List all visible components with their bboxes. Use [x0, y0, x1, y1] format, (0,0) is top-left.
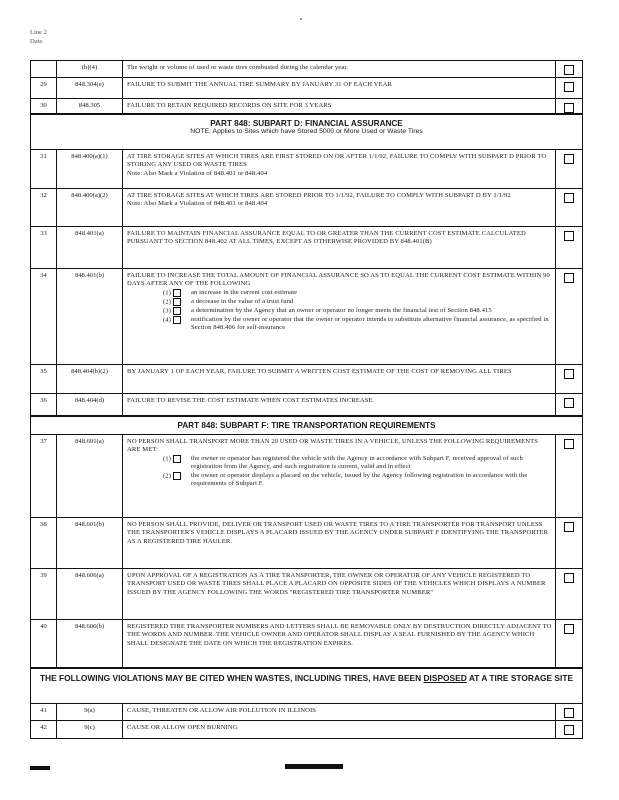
- table-row: [30, 393, 583, 415]
- violation-checkbox[interactable]: [564, 231, 574, 241]
- row-description: REGISTERED TIRE TRANSPORTER NUMBERS AND LETTERS SHALL BE REMOVABLE ONLY BY DESTRUCTION DIRECTLY ADJACENT TO THE WORDS AND NUMBER. THE VEHICLE OWNER AND OPERATOR SHALL DISPLAY A SEAL FURNISHED BY THE AGENCY WHICH SHALL DESIGNATE THE DATE ON WHICH THE REGISTRATION EXPIRES.: [127, 623, 552, 647]
- subitem-label: (3): [163, 307, 171, 315]
- row-number: 36: [31, 394, 57, 415]
- subitem-text: a determination by the Agency that an owner or operator no longer meets the financial test of Section 848.415: [191, 306, 492, 314]
- subitem: [163, 472, 552, 489]
- subitem-checkbox[interactable]: [173, 307, 181, 315]
- subitem: [163, 455, 552, 472]
- row-number: 41: [31, 704, 57, 720]
- row-description: BY JANUARY 1 OF EACH YEAR, FAILURE TO SUBMIT A WRITTEN COST ESTIMATE OF THE COST OF REMOVING ALL TIRES: [127, 368, 512, 375]
- violation-checkbox[interactable]: [564, 154, 574, 164]
- row-section: 848.606(a): [57, 569, 123, 619]
- violation-checkbox[interactable]: [564, 573, 574, 583]
- row-number: 40: [31, 620, 57, 667]
- violation-checkbox[interactable]: [564, 82, 574, 92]
- row-number: 29: [31, 78, 57, 98]
- subpart-d-header: [30, 113, 583, 149]
- subpart-d-title: PART 848: SUBPART D: FINANCIAL ASSURANCE: [210, 119, 403, 128]
- violation-checkbox[interactable]: [564, 708, 574, 718]
- row-description: The weight or volume of used or waste tires combusted during the calendar year.: [127, 64, 349, 71]
- subitem: [163, 289, 552, 298]
- violation-checkbox[interactable]: [564, 522, 574, 532]
- subitem-label: (2): [163, 472, 171, 480]
- disposed-text-pre: THE FOLLOWING VIOLATIONS MAY BE CITED WHEN WASTES, INCLUDING TIRES, HAVE BEEN: [39, 673, 422, 683]
- table-row: [30, 434, 583, 517]
- violation-checkbox[interactable]: [564, 725, 574, 735]
- page-header: [30, 28, 47, 46]
- violation-checkbox[interactable]: [564, 439, 574, 449]
- row-number: 31: [31, 150, 57, 188]
- row-section: 848.400(a)(1): [57, 150, 123, 188]
- subitem-checkbox[interactable]: [173, 316, 181, 324]
- row-section: 848.404(b)(2): [57, 365, 123, 393]
- row-section: 848.401(b): [57, 269, 123, 364]
- subitem: [163, 316, 552, 333]
- disposed-header: [30, 667, 583, 703]
- subitem: [163, 307, 552, 316]
- subitem-label: (1): [163, 455, 171, 463]
- subitem-checkbox[interactable]: [173, 472, 181, 480]
- subitem-label: (4): [163, 316, 171, 324]
- row-section: 848.606(b): [57, 620, 123, 667]
- row-number: 38: [31, 518, 57, 568]
- footer-mark-center: [285, 764, 343, 769]
- row-number: 32: [31, 189, 57, 226]
- table-row: [30, 60, 583, 77]
- subpart-f-title: PART 848: SUBPART F: TIRE TRANSPORTATION REQUIREMENTS: [177, 421, 436, 430]
- header-date: Date: [30, 38, 43, 45]
- violation-checkbox[interactable]: [564, 273, 574, 283]
- row-text: AT TIRE STORAGE SITES AT WHICH TIRES ARE FIRST STORED ON OR AFTER 1/1/92, FAILURE TO COMPLY WITH SUBPART D PRIOR TO STORING ANY USED OR WASTE TIRES: [127, 153, 547, 169]
- row-number: 30: [31, 99, 57, 113]
- violation-checkbox[interactable]: [564, 369, 574, 379]
- row-description: [123, 189, 556, 226]
- row-description: FAILURE TO REVISE THE COST ESTIMATE WHEN COST ESTIMATES INCREASE.: [127, 397, 375, 404]
- row-section: 848.401(a): [57, 227, 123, 268]
- violation-checkbox[interactable]: [564, 398, 574, 408]
- row-description: UPON APPROVAL OF A REGISTRATION AS A TIRE TRANSPORTER, THE OWNER OR OPERATOR OF ANY VEHICLE REGISTERED TO TRANSPORT USED OR WASTE TIRES SHALL PLACE A PLACARD ON OPPOSITE SIDES OF THE VEHICLES WHICH DISPLAYS A NUMBER ISSUED BY THE AGENCY FOLLOWING THE WORDS "REGISTERED TIRE TRANSPORTER NUMBER": [127, 572, 546, 596]
- row-section: 848.305: [57, 99, 123, 113]
- disposed-word: DISPOSED: [423, 673, 467, 683]
- table-row: [30, 720, 583, 739]
- row-description: CAUSE, THREATEN OR ALLOW AIR POLLUTION IN ILLINOIS: [127, 707, 317, 714]
- table-row: [30, 619, 583, 667]
- subitem-label: (1): [163, 289, 171, 297]
- violation-checkbox[interactable]: [564, 624, 574, 634]
- row-description: FAILURE TO MAINTAIN FINANCIAL ASSURANCE EQUAL TO OR GREATER THAN THE CURRENT COST ESTIMATE CALCULATED PURSUANT TO SECTION 848.402 AT ALL TIMES, EXCEPT AS OTHERWISE PROVIDED BY 848.401(B): [127, 230, 526, 246]
- row-number: 37: [31, 435, 57, 517]
- table-row: [30, 188, 583, 226]
- subitem-text: notification by the owner or operator that the owner or operator intends to substitute alternative financial assurance, as specified in Section 848.406 for self-insurance: [191, 315, 549, 331]
- subpart-f-header: [30, 415, 583, 434]
- table-row: [30, 77, 583, 98]
- row-text: NO PERSON SHALL TRANSPORT MORE THAN 20 USED OR WASTE TIRES IN A VEHICLE, UNLESS THE FOLLOWING REQUIREMENTS ARE MET:: [127, 438, 538, 454]
- row-description: FAILURE TO RETAIN REQUIRED RECORDS ON SITE FOR 3 YEARS: [127, 102, 332, 109]
- table-row: [30, 568, 583, 619]
- table-row: [30, 98, 583, 113]
- row-number: 35: [31, 365, 57, 393]
- row-description: [123, 150, 556, 188]
- row-number: 33: [31, 227, 57, 268]
- row-number: 39: [31, 569, 57, 619]
- row-description: FAILURE TO SUBMIT THE ANNUAL TIRE SUMMARY BY JANUARY 31 OF EACH YEAR: [127, 81, 392, 88]
- subitem-text: a decrease in the value of a trust fund: [191, 297, 294, 305]
- row-section: 848.601(b): [57, 518, 123, 568]
- row-section: 848.400(a)(2): [57, 189, 123, 226]
- disposed-text-post: AT A TIRE STORAGE SITE: [468, 673, 574, 683]
- subitem-text: the owner or operator has registered the vehicle with the Agency in accordance with Subpart F, received approval of such registration from the Agency, and such registration is current, valid and in effect: [191, 454, 523, 471]
- row-section: 848.404(d): [57, 394, 123, 415]
- subitem: [163, 298, 552, 307]
- row-description: [123, 269, 556, 364]
- table-row: [30, 226, 583, 268]
- subitem-text: an increase in the current cost estimate: [191, 288, 298, 296]
- row-section: 9(c): [57, 721, 123, 738]
- row-description: NO PERSON SHALL PROVIDE, DELIVER OR TRANSPORT USED OR WASTE TIRES TO A TIRE TRANSPORTER FOR TRANSPORT UNLESS THE TRANSPORTER'S VEHICLE DISPLAYS A PLACARD ISSUED BY THE AGENCY UNDER SUBPART F IDENTIFYING THE TRANSPORTER AS A REGISTERED TIRE HAULER.: [127, 521, 549, 545]
- violation-checkbox[interactable]: [564, 65, 574, 75]
- subitem-checkbox[interactable]: [173, 298, 181, 306]
- violation-checkbox[interactable]: [564, 103, 574, 113]
- subpart-d-note: NOTE: Applies to Sites which have Stored 5000 or More Used or Waste Tires: [190, 128, 423, 135]
- row-note: Note: Also Mark a Violation of 848.401 or 848.404: [127, 169, 268, 177]
- row-number: 34: [31, 269, 57, 364]
- table-row: [30, 703, 583, 720]
- header-line: Line 2: [30, 29, 47, 36]
- table-row: [30, 517, 583, 568]
- violation-checkbox[interactable]: [564, 193, 574, 203]
- footer-mark-left: [30, 766, 50, 770]
- row-text: AT TIRE STORAGE SITES AT WHICH TIRES ARE STORED PRIOR TO 1/1/92, FAILURE TO COMPLY WITH SUBPART D BY 1/1/92: [127, 192, 511, 199]
- row-number: [31, 61, 57, 77]
- scan-speck: [300, 18, 302, 20]
- row-number: 42: [31, 721, 57, 738]
- subitem-checkbox[interactable]: [173, 455, 181, 463]
- row-section: 848.601(a): [57, 435, 123, 517]
- row-note: Note: Also Mark a Violation of 848.401 or 848.404: [127, 200, 268, 208]
- table-row: [30, 149, 583, 188]
- row-section: 848.304(e): [57, 78, 123, 98]
- table-row: [30, 268, 583, 364]
- row-description: CAUSE OR ALLOW OPEN BURNING: [127, 724, 238, 731]
- row-section: 9(a): [57, 704, 123, 720]
- subitem-checkbox[interactable]: [173, 289, 181, 297]
- subitem-label: (2): [163, 298, 171, 306]
- row-section: (b)(4): [57, 61, 123, 77]
- row-description: [123, 435, 556, 517]
- row-text: FAILURE TO INCREASE THE TOTAL AMOUNT OF FINANCIAL ASSURANCE SO AS TO EQUAL THE CURRENT COST ESTIMATE WITHIN 90 DAYS AFTER ANY OF THE FOLLOWING: [127, 272, 550, 288]
- table-row: [30, 364, 583, 393]
- subitem-text: the owner or operator displays a placard on the vehicle, issued by the Agency following registration in accordance with the requirements of Subpart F.: [191, 471, 528, 488]
